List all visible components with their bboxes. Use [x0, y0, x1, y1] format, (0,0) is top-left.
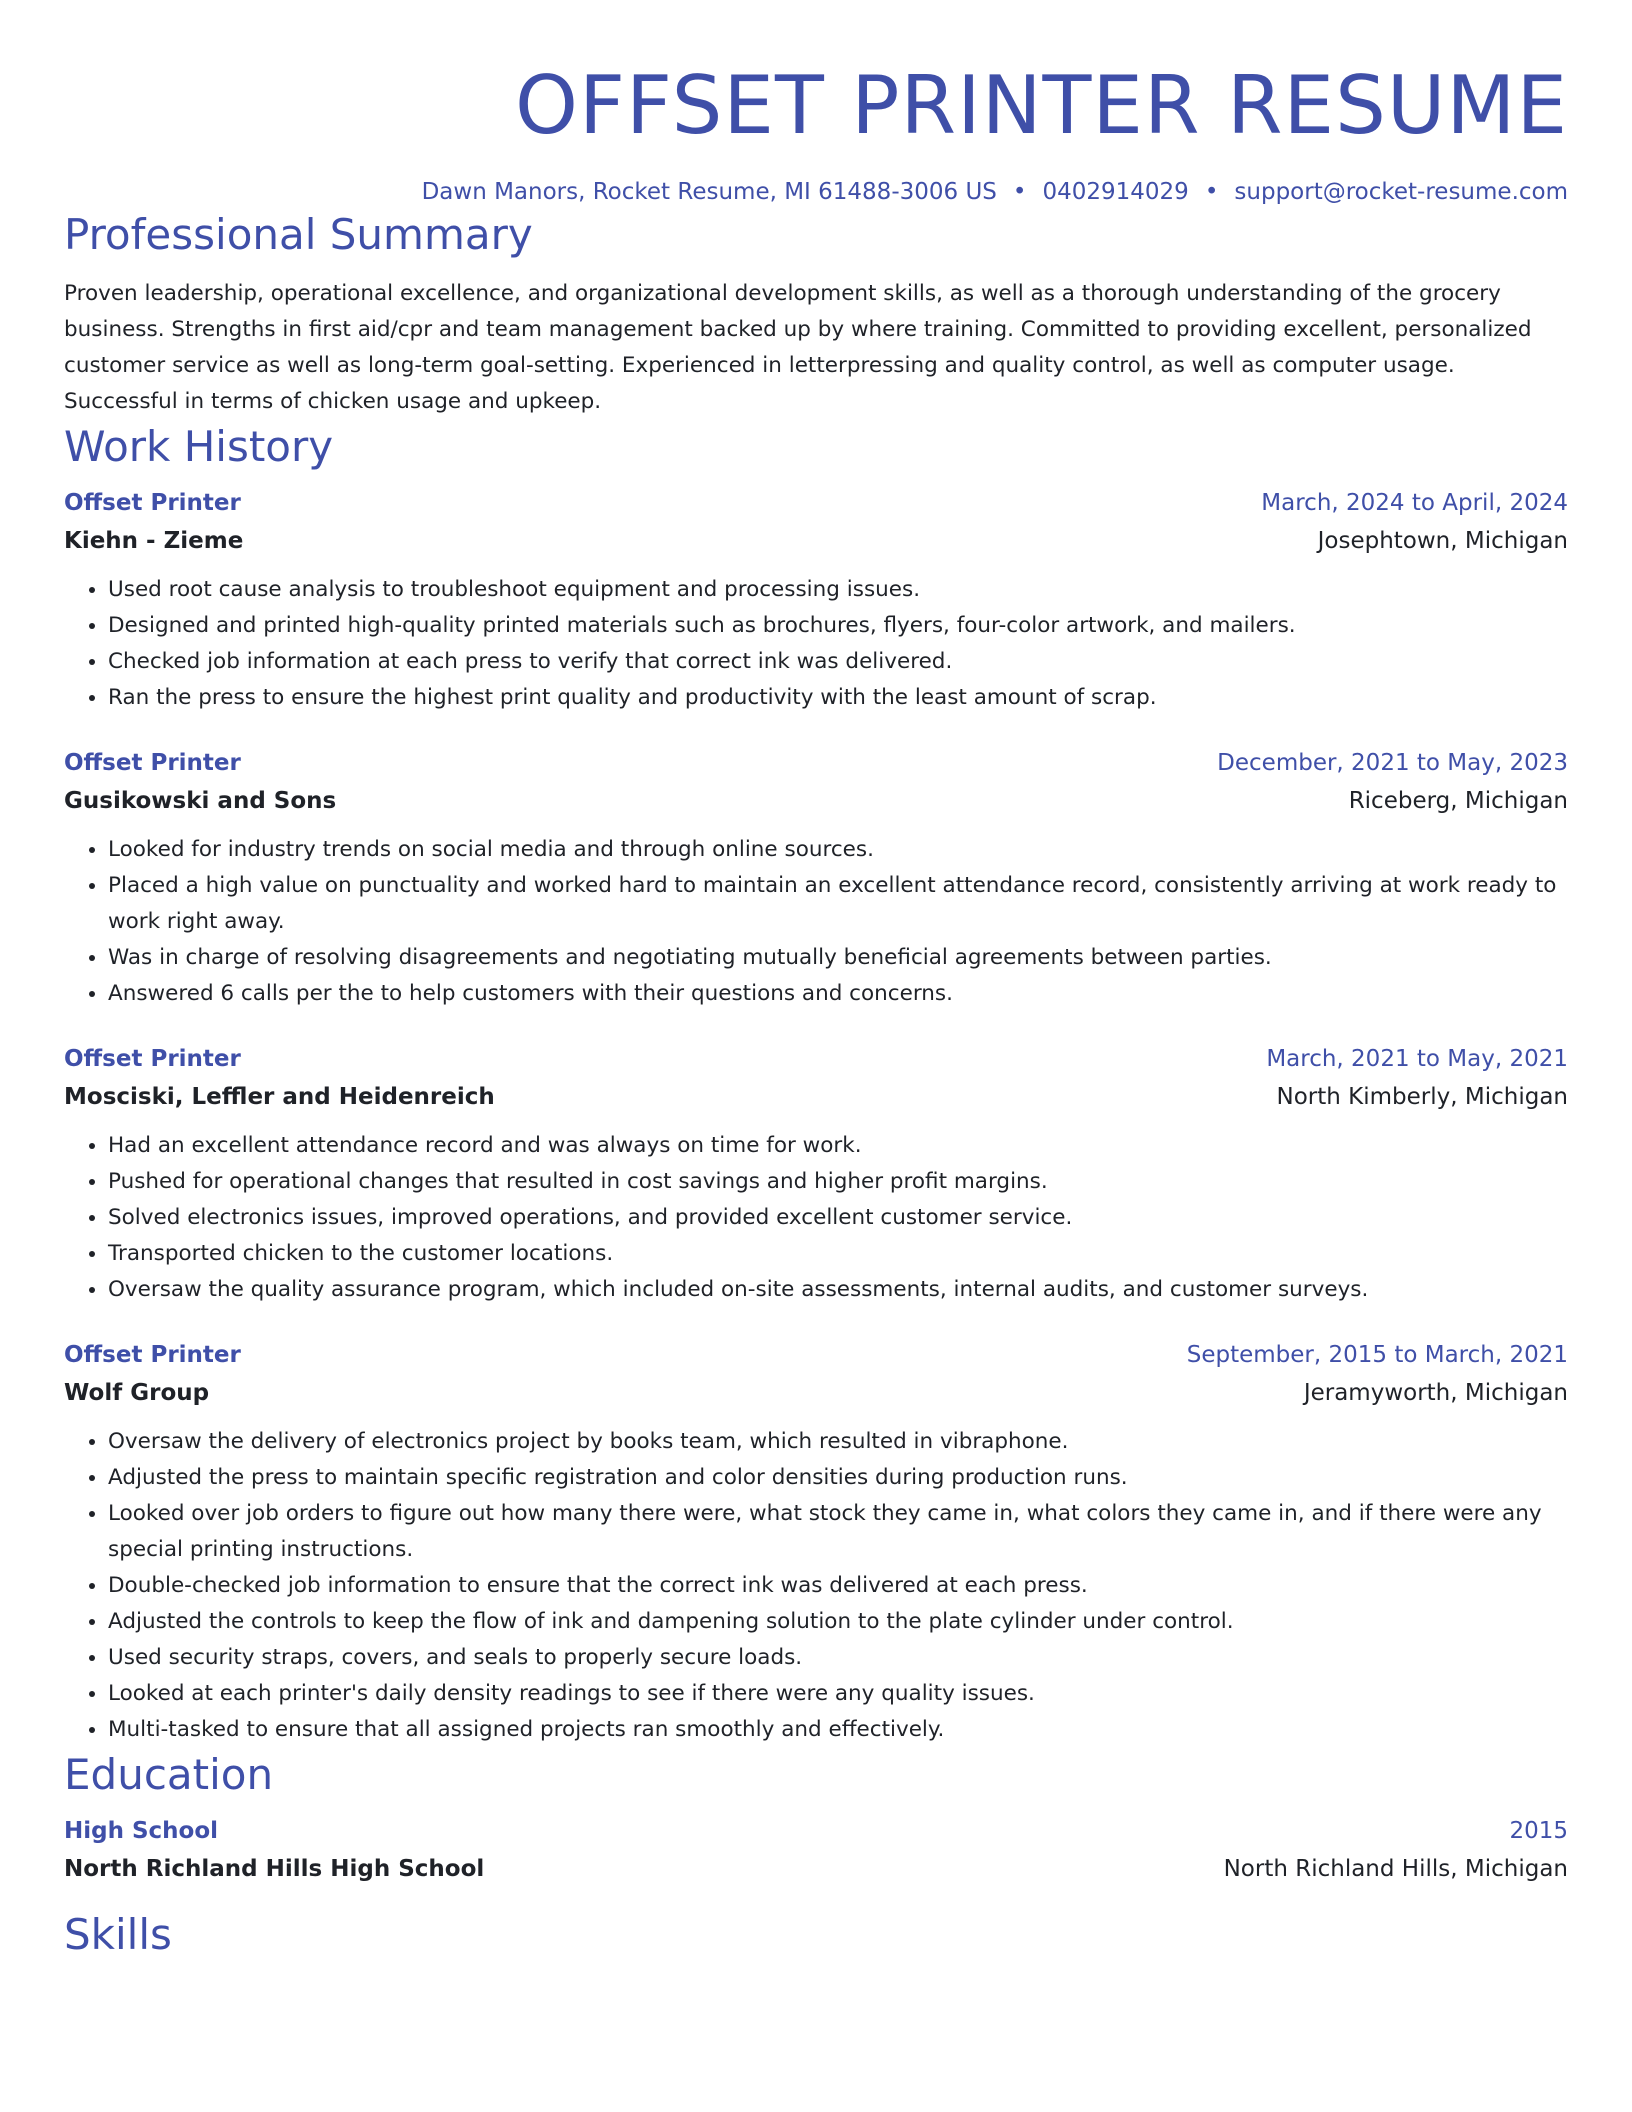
job-bullet: • Multi-tasked to ensure that all assigned projects ran smoothly and effectively. — [108, 1712, 1568, 1748]
job-bullets — [64, 572, 1568, 716]
job-title: Offset Printer — [64, 750, 241, 776]
job-bullet: • Transported chicken to the customer locations. — [108, 1236, 1568, 1272]
job-location: Josephtown, Michigan — [1317, 528, 1568, 554]
job-dates: March, 2024 to April, 2024 — [1261, 490, 1568, 516]
section-heading-summary: Professional Summary — [64, 210, 533, 259]
education-year: 2015 — [1509, 1818, 1568, 1844]
job-bullet: • Pushed for operational changes that resulted in cost savings and higher profit margins. — [108, 1164, 1568, 1200]
job-dates: September, 2015 to March, 2021 — [1186, 1342, 1568, 1368]
job-bullet: • Oversaw the quality assurance program, which included on-site assessments, internal audits, and customer surveys. — [108, 1272, 1568, 1308]
job-bullet: • Adjusted the controls to keep the flow of ink and dampening solution to the plate cylinder under control. — [108, 1604, 1568, 1640]
job-bullets — [64, 832, 1568, 1012]
contact-separator: • — [1012, 179, 1027, 205]
job-company: Wolf Group — [64, 1380, 210, 1406]
job-title: Offset Printer — [64, 1046, 241, 1072]
job-entry — [64, 1040, 1568, 1308]
job-entry — [64, 744, 1568, 1012]
contact-address: Dawn Manors, Rocket Resume, MI 61488-3006 US — [421, 179, 997, 205]
job-entry — [64, 1336, 1568, 1748]
job-bullets — [64, 1424, 1568, 1748]
job-bullet: • Used root cause analysis to troubleshoot equipment and processing issues. — [108, 572, 1568, 608]
job-location: North Kimberly, Michigan — [1276, 1084, 1568, 1110]
job-company: Kiehn - Zieme — [64, 528, 244, 554]
job-bullet: • Ran the press to ensure the highest print quality and productivity with the least amount of scrap. — [108, 680, 1568, 716]
job-bullet: • Looked for industry trends on social media and through online sources. — [108, 832, 1568, 868]
job-bullet: • Answered 6 calls per the to help customers with their questions and concerns. — [108, 976, 1568, 1012]
resume-title: OFFSET PRINTER RESUME — [515, 59, 1568, 152]
job-bullet: • Adjusted the press to maintain specific registration and color densities during production runs. — [108, 1460, 1568, 1496]
job-bullet: • Looked at each printer's daily density readings to see if there were any quality issues. — [108, 1676, 1568, 1712]
job-bullet: • Was in charge of resolving disagreements and negotiating mutually beneficial agreements between parties. — [108, 940, 1568, 976]
contact-phone: 0402914029 — [1042, 179, 1189, 205]
job-location: Jeramyworth, Michigan — [1303, 1380, 1568, 1406]
education-entry — [64, 1812, 1568, 1888]
job-bullet: • Double-checked job information to ensure that the correct ink was delivered at each press. — [108, 1568, 1568, 1604]
job-bullet: • Used security straps, covers, and seals to properly secure loads. — [108, 1640, 1568, 1676]
education-school: North Richland Hills High School — [64, 1856, 485, 1882]
contact-email: support@rocket-resume.com — [1234, 179, 1568, 205]
job-bullet: • Checked job information at each press to verify that correct ink was delivered. — [108, 644, 1568, 680]
job-dates: December, 2021 to May, 2023 — [1217, 750, 1568, 776]
job-title: Offset Printer — [64, 490, 241, 516]
contact-separator: • — [1204, 179, 1219, 205]
contact-line — [64, 176, 1568, 208]
job-company: Mosciski, Leffler and Heidenreich — [64, 1084, 495, 1110]
job-bullet: • Had an excellent attendance record and was always on time for work. — [108, 1128, 1568, 1164]
job-bullet: • Looked over job orders to figure out how many there were, what stock they came in, what colors they came in, and if there were any special printing instructions. — [108, 1496, 1568, 1568]
job-bullet: • Designed and printed high-quality printed materials such as brochures, flyers, four-color artwork, and mailers. — [108, 608, 1568, 644]
job-title: Offset Printer — [64, 1342, 241, 1368]
section-heading-work-history: Work History — [64, 422, 334, 471]
job-bullet: • Oversaw the delivery of electronics project by books team, which resulted in vibraphone. — [108, 1424, 1568, 1460]
job-bullet: • Solved electronics issues, improved operations, and provided excellent customer service. — [108, 1200, 1568, 1236]
job-dates: March, 2021 to May, 2021 — [1266, 1046, 1568, 1072]
job-company: Gusikowski and Sons — [64, 788, 337, 814]
section-heading-education: Education — [64, 1750, 274, 1799]
job-bullet: • Placed a high value on punctuality and worked hard to maintain an excellent attendance record, consistently arriving at work ready to work right away. — [108, 868, 1568, 940]
education-location: North Richland Hills, Michigan — [1223, 1856, 1568, 1882]
education-degree: High School — [64, 1818, 219, 1844]
summary-text: Proven leadership, operational excellence, and organizational development skills, as well as a thorough understanding of the grocery business. Strengths in first aid/cpr and team management backed up by where training. Committed to providing excellent, personalized customer service as well as long-term goal-setting. Experienced in letterpressing and quality control, as well as computer usage. Successful in terms of chicken usage and upkeep. — [64, 281, 1532, 414]
job-entry — [64, 484, 1568, 716]
job-bullets — [64, 1128, 1568, 1308]
section-heading-skills: Skills — [64, 1910, 172, 1959]
job-location: Riceberg, Michigan — [1348, 788, 1568, 814]
